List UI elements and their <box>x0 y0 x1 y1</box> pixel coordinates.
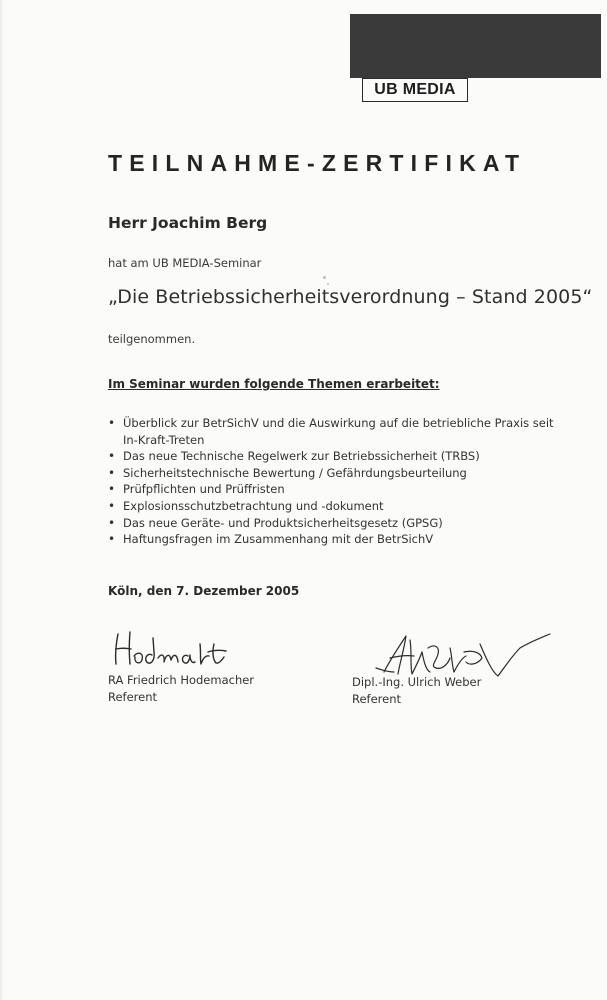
topics-list <box>108 415 554 548</box>
header-band <box>350 14 601 78</box>
seminar-title: „Die Betriebssicherheitsverordnung – Stand 2005“ <box>108 286 593 308</box>
list-item: • Das neue Geräte- und Produktsicherheitsgesetz (GPSG) <box>108 515 548 532</box>
signer-1-role: Referent <box>108 690 158 704</box>
place-date: Köln, den 7. Dezember 2005 <box>108 584 300 598</box>
signer-1 <box>108 672 254 706</box>
list-item: • Explosionsschutzbetrachtung und -dokument <box>108 498 548 515</box>
intro-text: hat am UB MEDIA-Seminar <box>108 256 262 270</box>
signer-2-role: Referent <box>352 692 402 706</box>
list-item: • Prüfpflichten und Prüffristen <box>108 481 548 498</box>
recipient-name: Herr Joachim Berg <box>108 214 268 232</box>
scan-speck <box>327 283 329 285</box>
list-item: • Das neue Technische Regelwerk zur Betriebssicherheit (TRBS) <box>108 448 548 465</box>
logo-text: UB MEDIA <box>374 81 456 98</box>
signer-2-name: Dipl.-Ing. Ulrich Weber <box>352 675 482 689</box>
scan-speck <box>323 276 326 279</box>
signature-hodemacher <box>110 622 245 672</box>
list-item: • Haftungsfragen im Zusammenhang mit der BetrSichV <box>108 531 548 548</box>
signer-1-name: RA Friedrich Hodemacher <box>108 673 255 687</box>
company-logo <box>362 78 468 102</box>
list-item: • Überblick zur BetrSichV und die Auswirkung auf die betriebliche Praxis seit In-Kraft-Treten <box>108 415 563 448</box>
topics-heading: Im Seminar wurden folgende Themen erarbeitet: <box>108 377 440 391</box>
participated-text: teilgenommen. <box>108 332 196 346</box>
scan-edge <box>0 0 3 1000</box>
certificate-title: TEILNAHME-ZERTIFIKAT <box>108 150 527 176</box>
list-item: • Sicherheitstechnische Bewertung / Gefährdungsbeurteilung <box>108 465 548 482</box>
signer-2 <box>352 674 481 708</box>
